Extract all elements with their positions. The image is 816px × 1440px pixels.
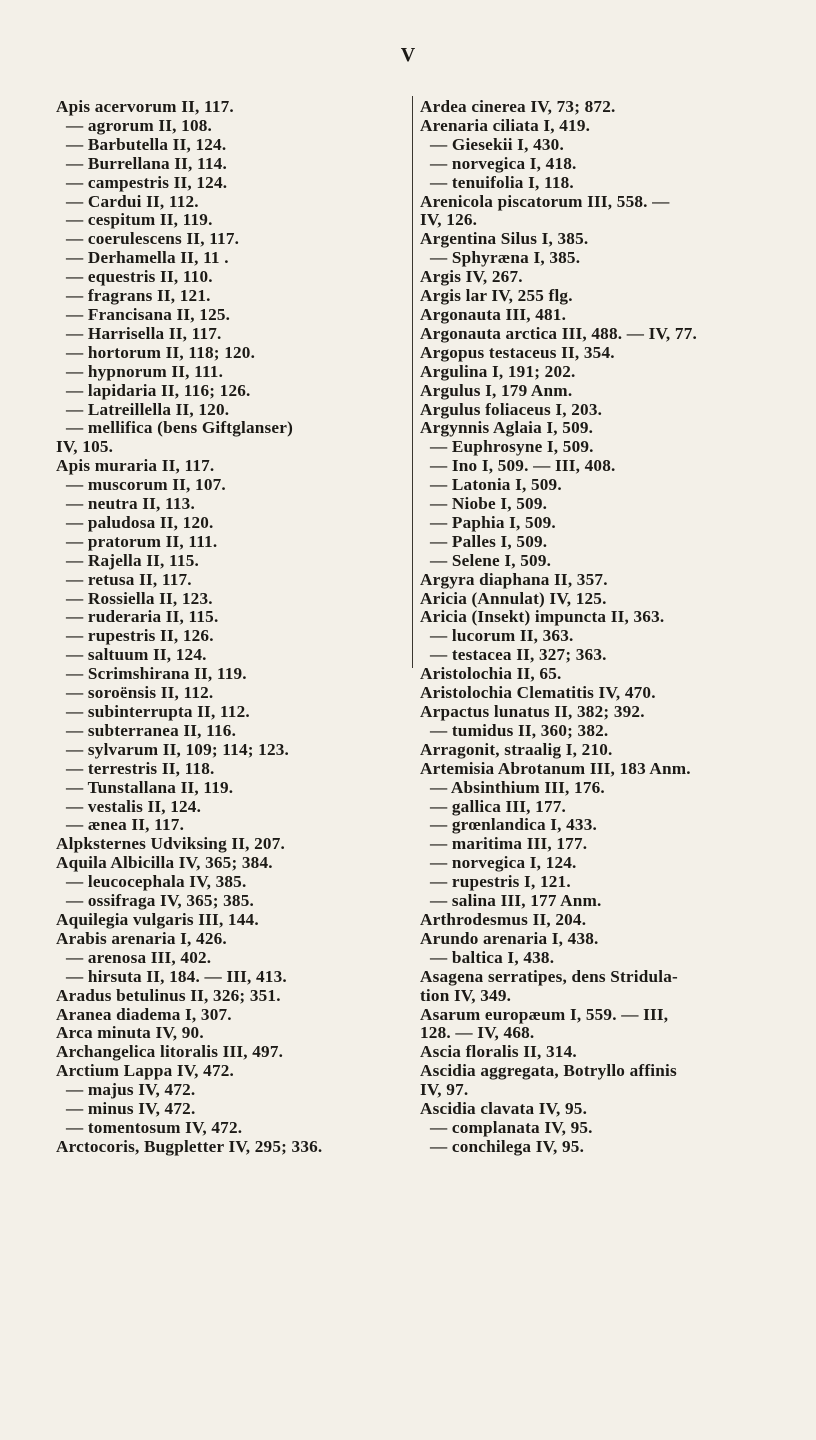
index-entry: — ossifraga IV, 365; 385. xyxy=(66,891,255,911)
index-entry: — campestris II, 124. xyxy=(66,172,228,192)
index-entry: Arctocoris, Bugpletter IV, 295; 336. xyxy=(56,1136,323,1156)
index-entry: — tenuifolia I, 118. xyxy=(430,172,574,192)
index-entry: IV, 126. xyxy=(420,210,478,230)
index-entry: Argis IV, 267. xyxy=(420,267,523,287)
index-entry: tion IV, 349. xyxy=(420,985,512,1005)
index-entry: — rupestris II, 126. xyxy=(66,626,214,646)
index-entry: — norvegica I, 124. xyxy=(430,853,577,873)
index-entry: IV, 105. xyxy=(56,437,114,457)
index-entry: Argentina Silus I, 385. xyxy=(420,229,589,249)
index-entry: 128. — IV, 468. xyxy=(420,1023,535,1043)
index-entry: Asarum europæum I, 559. — III, xyxy=(420,1004,669,1024)
index-entry: Apis acervorum II, 117. xyxy=(56,97,234,116)
index-entry: Argis lar IV, 255 flg. xyxy=(420,286,573,306)
index-entry: IV, 97. xyxy=(420,1080,469,1100)
index-entry: Arenaria ciliata I, 419. xyxy=(420,115,591,135)
index-entry: Aristolochia II, 65. xyxy=(420,664,562,684)
index-entry: — ruderaria II, 115. xyxy=(66,607,219,627)
index-entry: — rupestris I, 121. xyxy=(430,872,571,892)
index-entry: — hortorum II, 118; 120. xyxy=(66,342,256,362)
index-entry: — lapidaria II, 116; 126. xyxy=(66,380,251,400)
index-entry: — grœnlandica I, 433. xyxy=(430,815,598,835)
index-entry: — tomentosum IV, 472. xyxy=(66,1117,243,1137)
index-entry: — coerulescens II, 117. xyxy=(66,229,240,249)
index-entry: — equestris II, 110. xyxy=(66,267,213,287)
index-entry: — Giesekii I, 430. xyxy=(430,134,564,154)
index-entry: — Selene I, 509. xyxy=(430,550,552,570)
page-number: V xyxy=(400,44,416,66)
index-column-left xyxy=(56,98,408,1157)
index-entry: — saltuum II, 124. xyxy=(66,645,207,665)
index-entry: Aricia (Annulat) IV, 125. xyxy=(420,588,607,608)
index-entry: Argonauta arctica III, 488. — IV, 77. xyxy=(420,323,697,343)
index-entry: — Latonia I, 509. xyxy=(430,475,562,495)
index-entry: — terrestris II, 118. xyxy=(66,758,215,778)
index-entry: — lucorum II, 363. xyxy=(430,626,574,646)
index-entry: — arenosa III, 402. xyxy=(66,947,212,967)
index-entry: — fragrans II, 121. xyxy=(66,286,211,306)
index-entry: — Rossiella II, 123. xyxy=(66,588,213,608)
index-entry: Artemisia Abrotanum III, 183 Anm. xyxy=(420,758,691,778)
index-entry: Aricia (Insekt) impuncta II, 363. xyxy=(420,607,665,627)
index-entry: Arctium Lappa IV, 472. xyxy=(56,1061,235,1081)
index-entry: — cespitum II, 119. xyxy=(66,210,213,230)
index-entry: Argulina I, 191; 202. xyxy=(420,361,576,381)
index-entry: — norvegica I, 418. xyxy=(430,153,577,173)
index-entry: — Derhamella II, 11 . xyxy=(66,248,229,268)
index-entry: Asagena serratipes, dens Stridula- xyxy=(420,966,678,986)
index-entry: Arragonit, straalig I, 210. xyxy=(420,739,613,759)
index-entry: — gallica III, 177. xyxy=(430,796,567,816)
index-entry: — Palles I, 509. xyxy=(430,531,548,551)
index-entry: Aranea diadema I, 307. xyxy=(56,1004,232,1024)
index-entry: — Barbutella II, 124. xyxy=(66,134,227,154)
index-entry: — pratorum II, 111. xyxy=(66,531,218,551)
index-entry: Archangelica litoralis III, 497. xyxy=(56,1042,284,1062)
index-entry: — vestalis II, 124. xyxy=(66,796,202,816)
index-entry: — salina III, 177 Anm. xyxy=(430,891,602,911)
index-entry: — Harrisella II, 117. xyxy=(66,323,222,343)
index-entry: — Absinthium III, 176. xyxy=(430,777,605,797)
index-entry: — Ino I, 509. — III, 408. xyxy=(430,456,616,476)
column-divider xyxy=(412,96,413,668)
index-entry: Aradus betulinus II, 326; 351. xyxy=(56,985,281,1005)
index-entry: Arundo arenaria I, 438. xyxy=(420,928,599,948)
index-entry: Aquila Albicilla IV, 365; 384. xyxy=(56,853,273,873)
index-entry: — hirsuta II, 184. — III, 413. xyxy=(66,966,287,986)
index-entry: — complanata IV, 95. xyxy=(430,1117,593,1137)
index-entry: — tumidus II, 360; 382. xyxy=(430,720,609,740)
index-entry: — sylvarum II, 109; 114; 123. xyxy=(66,739,290,759)
index-entry: — Burrellana II, 114. xyxy=(66,153,227,173)
index-entry: Aquilegia vulgaris III, 144. xyxy=(56,909,259,929)
index-entry: Ardea cinerea IV, 73; 872. xyxy=(420,97,616,116)
index-entry: — soroënsis II, 112. xyxy=(66,683,214,703)
index-entry: — Tunstallana II, 119. xyxy=(66,777,234,797)
index-entry: Alpksternes Udviksing II, 207. xyxy=(56,834,286,854)
index-entry: — Latreillella II, 120. xyxy=(66,399,230,419)
index-entry: — baltica I, 438. xyxy=(430,947,555,967)
index-entry: Argulus I, 179 Anm. xyxy=(420,380,573,400)
index-entry: — ænea II, 117. xyxy=(66,815,185,835)
index-entry: — minus IV, 472. xyxy=(66,1099,196,1119)
index-entry: — subterranea II, 116. xyxy=(66,720,237,740)
index-entry: — agrorum II, 108. xyxy=(66,115,213,135)
index-entry: Ascidia aggregata, Botryllo affinis xyxy=(420,1061,677,1081)
index-entry: Aristolochia Clematitis IV, 470. xyxy=(420,683,656,703)
index-entry: — Francisana II, 125. xyxy=(66,304,231,324)
index-entry: — paludosa II, 120. xyxy=(66,512,214,532)
index-entry: Ascidia clavata IV, 95. xyxy=(420,1099,588,1119)
index-entry: — Niobe I, 509. xyxy=(430,494,548,514)
index-entry: Argonauta III, 481. xyxy=(420,304,567,324)
index-entry: Apis muraria II, 117. xyxy=(56,456,215,476)
index-entry: — Paphia I, 509. xyxy=(430,512,556,532)
index-column-right xyxy=(420,98,768,1157)
index-entry: — leucocephala IV, 385. xyxy=(66,872,247,892)
index-entry: — Rajella II, 115. xyxy=(66,550,199,570)
index-entry: Arca minuta IV, 90. xyxy=(56,1023,204,1043)
index-entry: — majus IV, 472. xyxy=(66,1080,196,1100)
index-entry: Argynnis Aglaia I, 509. xyxy=(420,418,594,438)
index-entry: — retusa II, 117. xyxy=(66,569,192,589)
index-entry: — muscorum II, 107. xyxy=(66,475,226,495)
index-entry: — Scrimshirana II, 119. xyxy=(66,664,247,684)
index-entry: — hypnorum II, 111. xyxy=(66,361,224,381)
index-entry: — Sphyræna I, 385. xyxy=(430,248,581,268)
index-entry: — Euphrosyne I, 509. xyxy=(430,437,594,457)
index-entry: — neutra II, 113. xyxy=(66,494,195,514)
index-entry: Argopus testaceus II, 354. xyxy=(420,342,615,362)
index-entry: Arthrodesmus II, 204. xyxy=(420,909,587,929)
index-entry: — conchilega IV, 95. xyxy=(430,1136,585,1156)
index-entry: — Cardui II, 112. xyxy=(66,191,199,211)
index-entry: Arenicola piscatorum III, 558. — xyxy=(420,191,670,211)
index-entry: — mellifica (bens Giftglanser) xyxy=(66,418,294,438)
index-entry: — maritima III, 177. xyxy=(430,834,588,854)
index-entry: Argyra diaphana II, 357. xyxy=(420,569,608,589)
index-entry: Ascia floralis II, 314. xyxy=(420,1042,577,1062)
index-entry: Argulus foliaceus I, 203. xyxy=(420,399,603,419)
index-entry: — subinterrupta II, 112. xyxy=(66,702,250,721)
index-entry: — testacea II, 327; 363. xyxy=(430,645,607,665)
index-entry: Arabis arenaria I, 426. xyxy=(56,928,227,948)
index-entry: Arpactus lunatus II, 382; 392. xyxy=(420,702,645,721)
